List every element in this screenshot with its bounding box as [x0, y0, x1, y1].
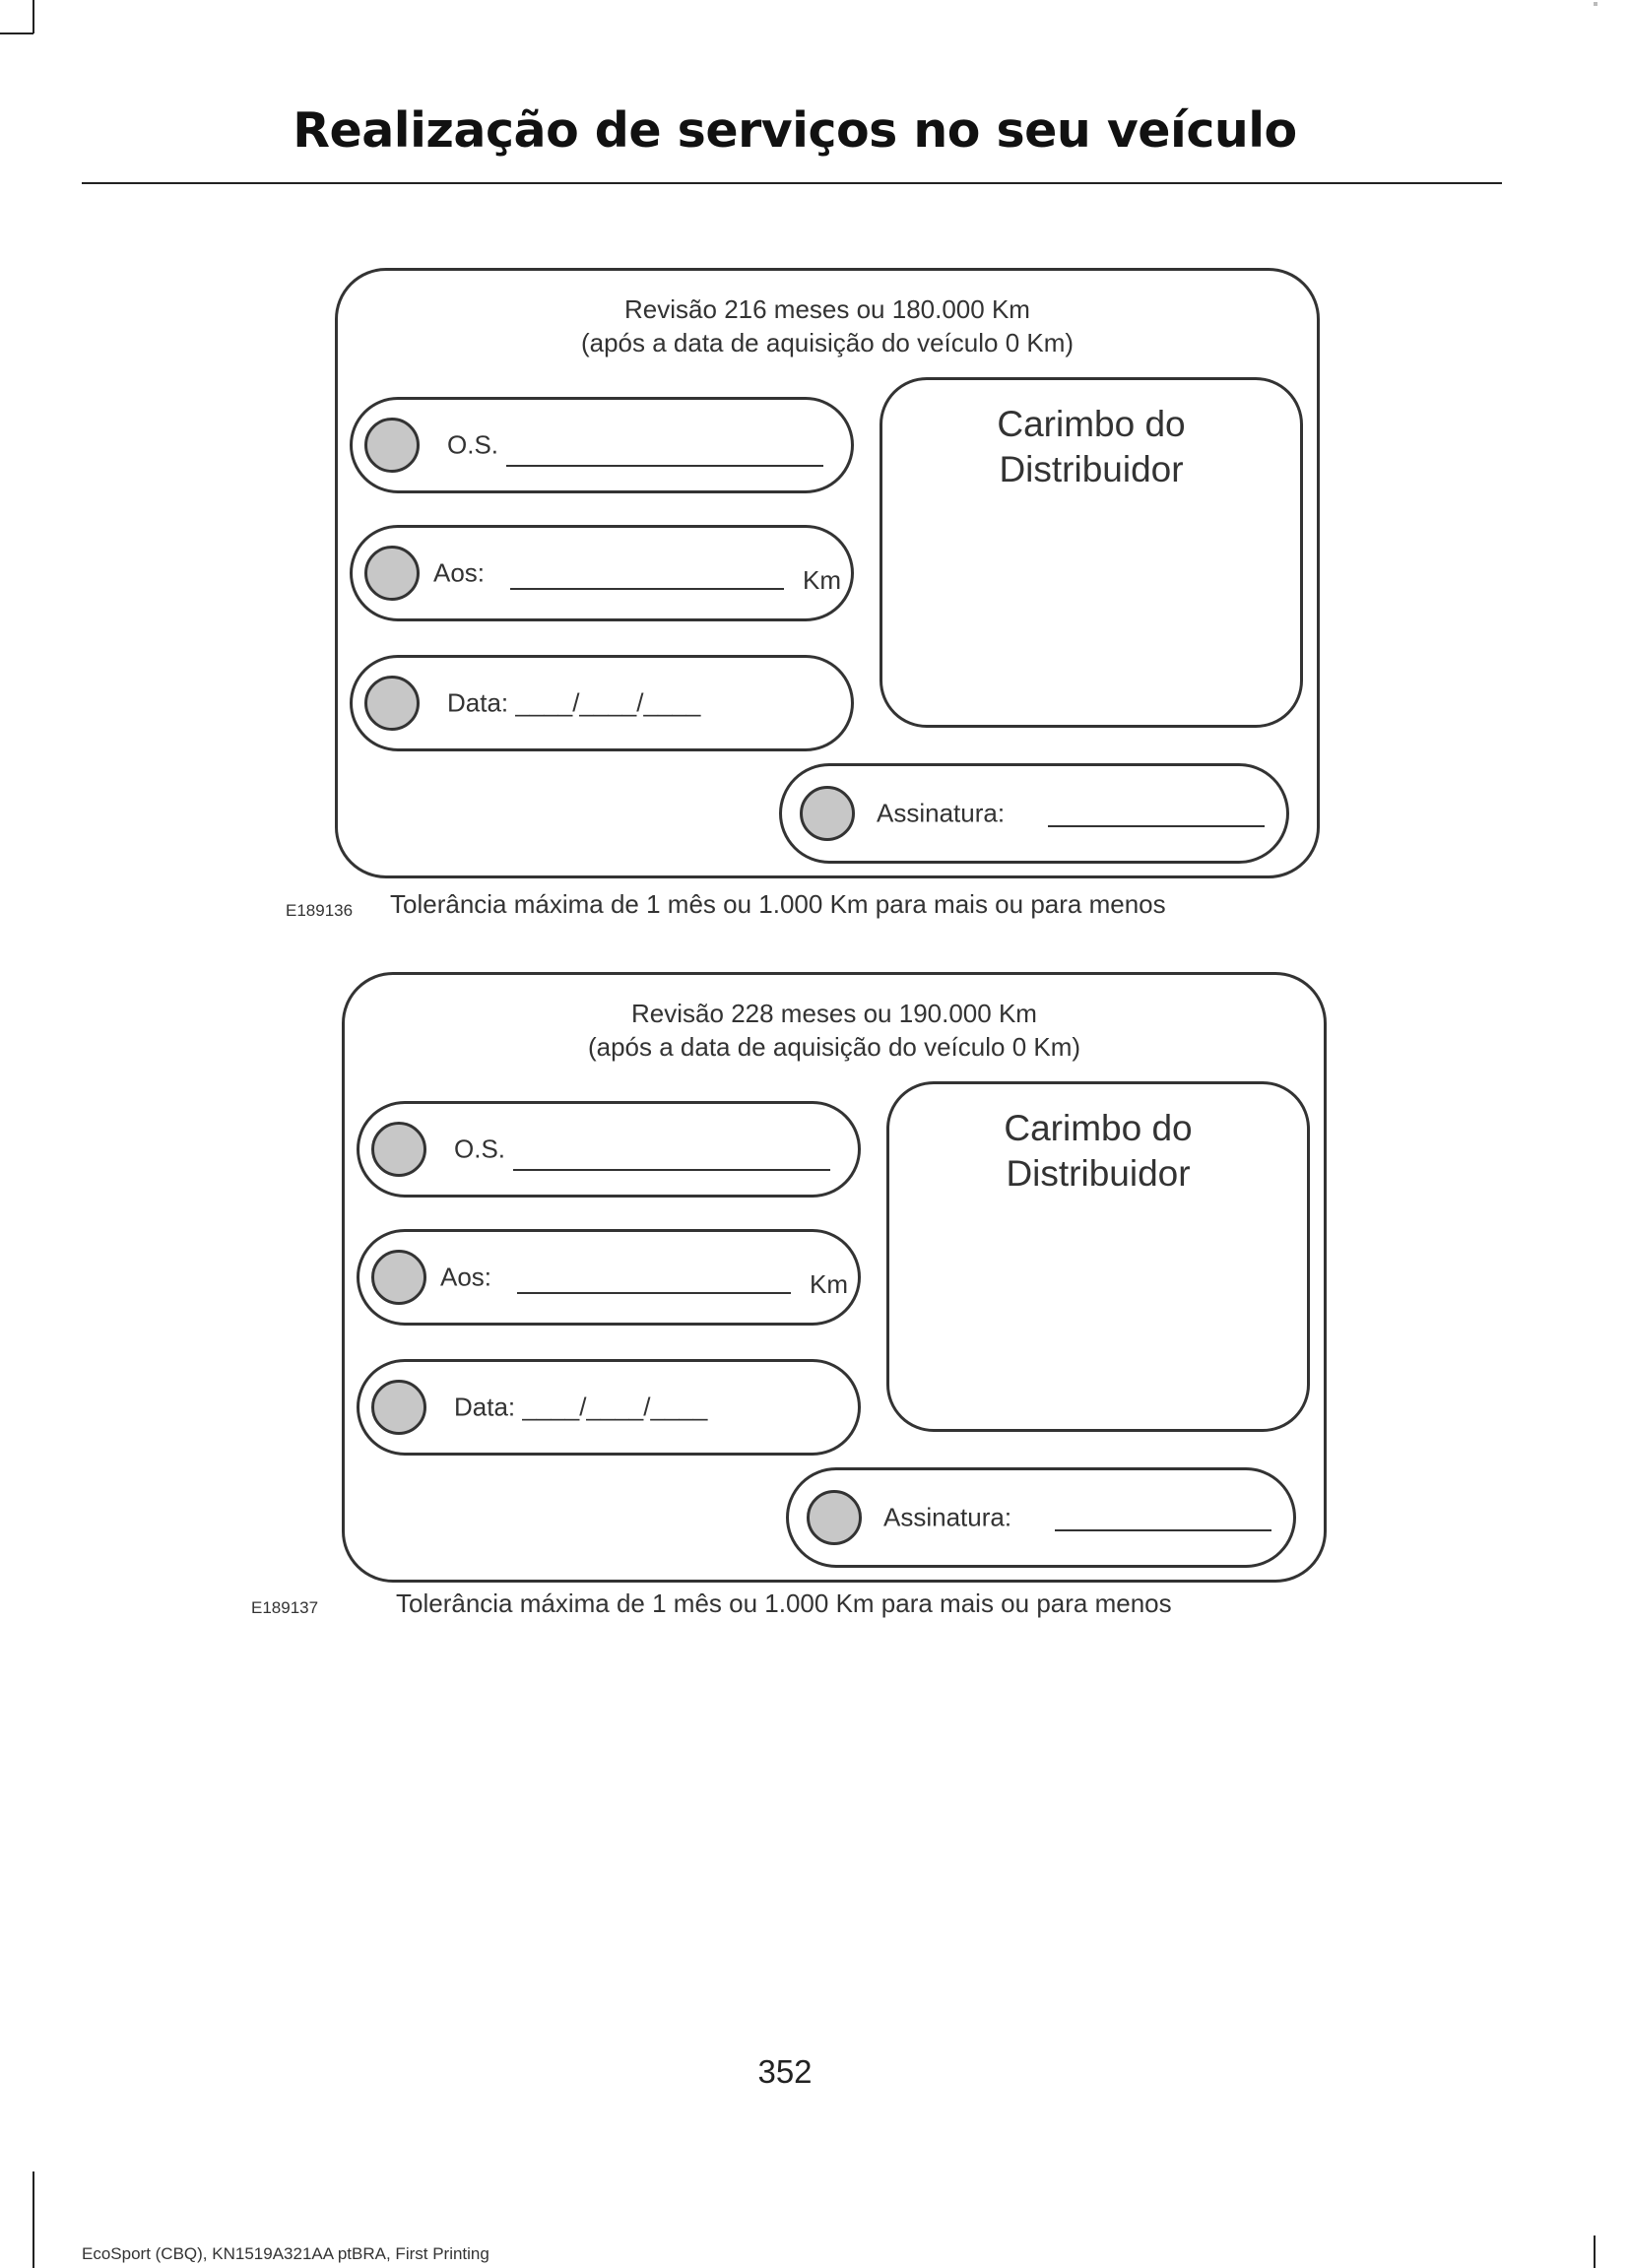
- crop-mark: [1594, 2236, 1596, 2268]
- os-label: O.S.: [454, 1134, 506, 1164]
- mileage-label: Aos:: [440, 1262, 492, 1292]
- date-label: Data: ____/____/____: [447, 687, 701, 718]
- crop-mark: [1594, 2, 1597, 6]
- os-field[interactable]: [350, 397, 854, 493]
- stamp-label-line1: Carimbo do: [997, 404, 1186, 444]
- crop-mark: [33, 2171, 34, 2268]
- checkbox-circle-icon[interactable]: [800, 786, 855, 841]
- checkbox-circle-icon[interactable]: [364, 418, 420, 473]
- mileage-field[interactable]: [350, 525, 854, 621]
- checkbox-circle-icon[interactable]: [364, 676, 420, 731]
- checkbox-circle-icon[interactable]: [364, 546, 420, 601]
- tolerance-caption: Tolerância máxima de 1 mês ou 1.000 Km para mais ou para menos: [390, 889, 1166, 919]
- service-record-card: [342, 972, 1327, 1583]
- card-heading-line2: (após a data de aquisição do veículo 0 Km): [587, 1032, 1081, 1062]
- date-label: Data: ____/____/____: [454, 1392, 708, 1422]
- service-record-card: [335, 268, 1320, 878]
- page-number: 352: [757, 2053, 813, 2090]
- page-title: Realização de serviços no seu veículo: [293, 102, 1297, 159]
- signature-field[interactable]: [779, 763, 1289, 864]
- figure-id: E189136: [286, 901, 354, 920]
- title-divider: [82, 182, 1502, 184]
- stamp-label-line2: Distribuidor: [999, 449, 1184, 489]
- signature-fill-line: [1048, 825, 1265, 827]
- signature-label: Assinatura:: [883, 1502, 1012, 1532]
- mileage-field[interactable]: [357, 1229, 861, 1326]
- tolerance-caption: Tolerância máxima de 1 mês ou 1.000 Km para mais ou para menos: [396, 1588, 1172, 1618]
- os-fill-line: [513, 1169, 830, 1171]
- mileage-fill-line: [517, 1292, 791, 1294]
- figure-id: E189137: [251, 1598, 319, 1617]
- crop-mark: [33, 0, 34, 33]
- date-field[interactable]: [350, 655, 854, 751]
- stamp-label-line2: Distribuidor: [1006, 1153, 1191, 1194]
- checkbox-circle-icon[interactable]: [371, 1250, 426, 1305]
- date-field[interactable]: [357, 1359, 861, 1456]
- footer-document-info: EcoSport (CBQ), KN1519A321AA ptBRA, First Printing: [82, 2244, 489, 2263]
- card-heading: [338, 292, 1317, 359]
- checkbox-circle-icon[interactable]: [371, 1380, 426, 1435]
- crop-mark: [0, 32, 33, 34]
- card-heading-line2: (após a data de aquisição do veículo 0 Km): [580, 328, 1075, 357]
- stamp-label-line1: Carimbo do: [1004, 1108, 1193, 1148]
- dealer-stamp-box: [880, 377, 1303, 728]
- os-field[interactable]: [357, 1101, 861, 1198]
- dealer-stamp-label: [889, 1106, 1307, 1197]
- card-heading-line1: Revisão 228 meses ou 190.000 Km: [631, 999, 1037, 1028]
- mileage-fill-line: [510, 588, 784, 590]
- signature-field[interactable]: [786, 1467, 1296, 1568]
- checkbox-circle-icon[interactable]: [807, 1490, 862, 1545]
- checkbox-circle-icon[interactable]: [371, 1122, 426, 1177]
- card-heading: [345, 997, 1324, 1064]
- dealer-stamp-label: [882, 402, 1300, 492]
- dealer-stamp-box: [886, 1081, 1310, 1432]
- mileage-unit: Km: [810, 1269, 848, 1299]
- os-label: O.S.: [447, 429, 499, 460]
- mileage-unit: Km: [803, 565, 841, 595]
- signature-fill-line: [1055, 1529, 1271, 1531]
- signature-label: Assinatura:: [877, 798, 1006, 828]
- card-heading-line1: Revisão 216 meses ou 180.000 Km: [624, 294, 1030, 324]
- mileage-label: Aos:: [433, 557, 486, 588]
- os-fill-line: [506, 465, 823, 467]
